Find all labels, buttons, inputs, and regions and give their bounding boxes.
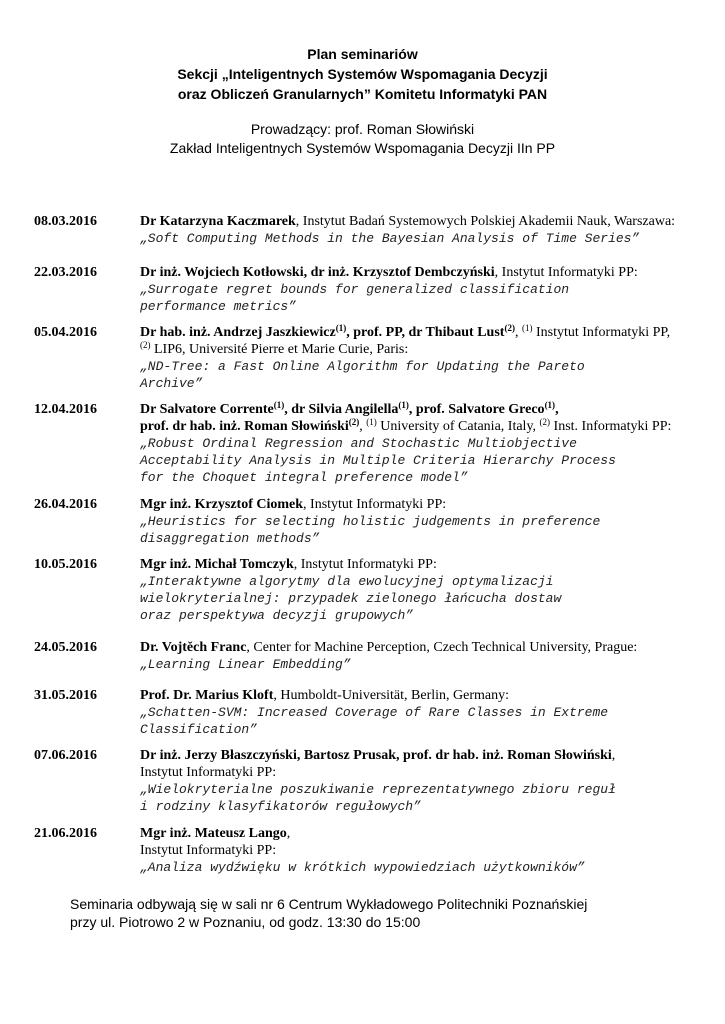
seminar-title: „Interaktywne algorytmy dla ewolucyjnej optymalizacji wielokryterialnej: przypadek zielonego łańcucha dostaw oraz perspektywa decyzji grupowych”: [140, 574, 562, 623]
affiliation-marker: (2): [504, 323, 515, 333]
seminar-speakers: [140, 825, 705, 859]
seminar-date: 26.04.2016: [34, 497, 97, 512]
seminar-title: „Analiza wydźwięku w krótkich wypowiedziach użytkowników”: [140, 860, 585, 875]
speaker-names: Dr inż. Jerzy Błaszczyński, Bartosz Prusak, prof. dr hab. inż. Roman Słowiński: [140, 748, 612, 763]
speaker-affiliation: , Instytut Informatyki PP:: [303, 497, 447, 512]
seminar-date: 31.05.2016: [34, 688, 97, 703]
speaker-name-b: , prof. PP, dr Thibaut Lust: [346, 325, 505, 340]
seminar-date: 12.04.2016: [34, 402, 97, 417]
affiliation-marker: (2): [348, 417, 360, 427]
speaker-affiliation: , Humboldt-Universität, Berlin, Germany:: [273, 688, 509, 703]
speaker-affiliation: University of Catania, Italy,: [376, 419, 540, 434]
speaker-affiliation: Inst. Informatyki PP:: [550, 419, 672, 434]
seminar-title: „Heuristics for selecting holistic judgements in preference disaggregation methods”: [140, 514, 601, 546]
seminar-title: „Robust Ordinal Regression and Stochastic Multiobjective Acceptability Analysis in Multiple Criteria Hierarchy Process for the Choquet integral preference model”: [140, 436, 616, 485]
seminar-speakers: [140, 324, 705, 358]
seminar-date: 05.04.2016: [34, 325, 97, 340]
seminar-speakers: [140, 747, 705, 781]
speaker-names: Dr inż. Wojciech Kotłowski, dr inż. Krzysztof Dembczyński: [140, 265, 495, 280]
affiliation-marker: (1): [335, 323, 347, 333]
speaker-affiliation: , Instytut Informatyki PP:: [293, 557, 437, 572]
document-title: Plan seminariów: [307, 46, 418, 62]
speaker-name-b: , dr Silvia Angilella: [284, 402, 399, 417]
speaker-name-a: Dr Salvatore Corrente: [140, 402, 274, 417]
speaker-affiliation: , Instytut Badań Systemowych Polskiej Akademii Nauk, Warszawa:: [295, 214, 676, 229]
affiliation-marker: (1): [366, 417, 377, 427]
seminar-title: „Schatten-SVM: Increased Coverage of Rare Classes in Extreme Classification”: [140, 705, 609, 737]
speaker-name-c: , prof. Salvatore Greco: [408, 402, 545, 417]
speaker-names: Mgr inż. Mateusz Lango: [140, 826, 287, 841]
speaker-names: Dr Katarzyna Kaczmarek: [140, 214, 296, 229]
affiliation-marker: (1): [273, 400, 285, 410]
speaker-names: Dr. Vojtěch Franc: [140, 640, 247, 655]
seminar-title: „Soft Computing Methods in the Bayesian Analysis of Time Series”: [140, 231, 640, 246]
venue-line-2: przy ul. Piotrowo 2 w Poznaniu, od godz. 13:30 do 15:00: [70, 914, 421, 930]
speaker-affiliation: , Instytut Informatyki PP:: [140, 748, 616, 780]
speaker-affiliation: Instytut Informatyki PP,: [532, 325, 671, 340]
seminar-title: „Wielokryterialne poszukiwanie reprezentatywnego zbioru reguł i rodziny klasyfikatorów regułowych”: [140, 782, 616, 814]
seminar-date: 21.06.2016: [34, 826, 97, 841]
affiliation-marker: (1): [544, 400, 556, 410]
affiliation-marker: (1): [521, 323, 533, 333]
affiliation-marker: (1): [398, 400, 409, 410]
seminar-title: „Surrogate regret bounds for generalized classification performance metrics”: [140, 282, 570, 314]
seminar-date: 10.05.2016: [34, 557, 97, 572]
speaker-affiliation: LIP6, Université Pierre et Marie Curie, Paris:: [150, 342, 409, 357]
separator: ,: [359, 419, 367, 434]
speaker-affiliation: , Instytut Informatyki PP:: [494, 265, 638, 280]
seminar-speakers: [140, 639, 705, 656]
seminar-title: „ND-Tree: a Fast Online Algorithm for Updating the Pareto Archive”: [140, 359, 585, 391]
affiliation-marker: (2): [539, 417, 551, 427]
document-header: [0, 44, 725, 158]
seminar-date: 24.05.2016: [34, 640, 97, 655]
document-subtitle-line1: Sekcji „Inteligentnych Systemów Wspomagania Decyzji: [177, 66, 548, 82]
seminar-date: 07.06.2016: [34, 748, 97, 763]
seminar-speakers: [140, 556, 705, 573]
seminar-date: 22.03.2016: [34, 265, 97, 280]
seminar-title: „Learning Linear Embedding”: [140, 657, 351, 672]
speaker-affiliation: , Center for Machine Perception, Czech Technical University, Prague:: [246, 640, 638, 655]
speaker-separator: ,: [555, 402, 559, 417]
speaker-names: Prof. Dr. Marius Kloft: [140, 688, 274, 703]
document-subtitle-line2: oraz Obliczeń Granularnych” Komitetu Informatyki PAN: [177, 86, 548, 102]
venue-note: [70, 895, 670, 931]
department: Zakład Inteligentnych Systemów Wspomagania Decyzji IIn PP: [169, 140, 556, 156]
speaker-names: Mgr inż. Krzysztof Ciomek: [140, 497, 304, 512]
speaker-name-e: prof. dr hab. inż. Roman Słowiński: [140, 419, 349, 434]
seminar-speakers: [140, 401, 705, 435]
seminar-speakers: [140, 687, 705, 704]
lead-person: Prowadzący: prof. Roman Słowiński: [250, 121, 475, 137]
seminar-date: 08.03.2016: [34, 214, 97, 229]
speaker-names: Mgr inż. Michał Tomczyk: [140, 557, 294, 572]
seminar-speakers: [140, 496, 705, 513]
seminar-speakers: [140, 213, 705, 230]
affiliation-marker: (2): [140, 340, 151, 350]
speaker-name-a: Dr hab. inż. Andrzej Jaszkiewicz: [140, 325, 336, 340]
separator: ,: [514, 325, 522, 340]
seminar-speakers: [140, 264, 705, 281]
speaker-affiliation: , Instytut Informatyki PP:: [140, 826, 291, 858]
venue-line-1: Seminaria odbywają się w sali nr 6 Centrum Wykładowego Politechniki Poznańskiej: [70, 896, 588, 912]
